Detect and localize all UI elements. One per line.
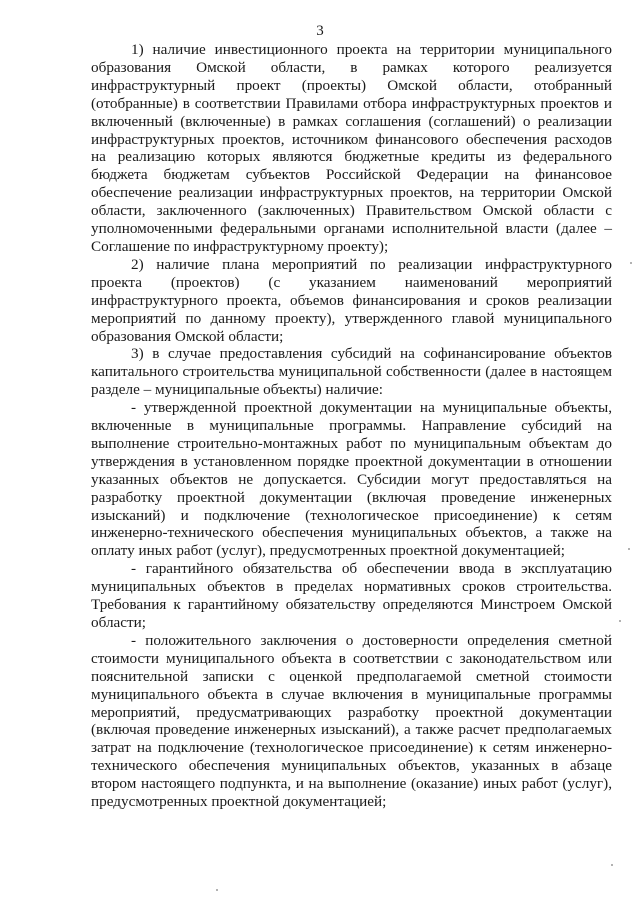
- paragraph-guarantee-obligation: - гарантийного обязательства об обеспечении ввода в эксплуатацию муниципальных объектов в пределах нормативных сроков строительства. Требования к гарантийному обязательству определяются Минстроем Омской области;: [91, 560, 612, 631]
- page-number: 3: [316, 23, 324, 39]
- scan-speck: [630, 262, 632, 264]
- paragraph-design-documentation: - утвержденной проектной документации на муниципальные объекты, включенные в муниципальные программы. Направление субсидий на выполнение строительно-монтажных работ по муниципальным объектам до утверждения в установленном порядке проектной документации в отношении указанных объектов не допускается. Субсидии могут предоставляться на разработку проектной документации (включая проведение инженерных изысканий) и подключение (технологическое присоединение) к сетям инженерно-технического обеспечения муниципальных объектов, а также на оплату иных работ (услуг), предусмотренных проектной документацией;: [91, 399, 612, 560]
- paragraph-item-1: 1) наличие инвестиционного проекта на территории муниципального образования Омской области, в рамках которого реализуется инфраструктурный проект (проекты) Омской области, отобранный (отобранные) в соответствии Правилами отбора инфраструктурных проектов и включенный (включенные) в рамках соглашения (соглашений) о реализации инфраструктурных проектов, источником финансового обеспечения расходов на реализацию которых являются бюджетные кредиты из федерального бюджета бюджетам субъектов Российской Федерации на финансовое обеспечение реализации инфраструктурных проектов, на территории Омской области, заключенного (заключенных) Правительством Омской области с уполномоченными федеральными органами исполнительной власти (далее – Соглашение по инфраструктурному проекту);: [91, 41, 612, 255]
- paragraph-item-3: 3) в случае предоставления субсидий на софинансирование объектов капитального строительства муниципальной собственности (далее в настоящем разделе – муниципальные объекты) наличие:: [91, 345, 612, 399]
- scan-speck: [216, 889, 218, 891]
- scan-speck: [611, 864, 613, 866]
- document-body: [91, 41, 612, 811]
- paragraph-positive-conclusion: - положительного заключения о достоверности определения сметной стоимости муниципального объекта в соответствии с законодательством или пояснительной записки с оценкой предполагаемой сметной стоимости муниципального объекта в случае включения в муниципальные программы мероприятий, предусматривающих разработку проектной документации (включая проведение инженерных изысканий), а также расчет предполагаемых затрат на подключение (технологическое присоединение) к сетям инженерно-технического обеспечения муниципальных объектов, указанных в абзаце втором настоящего подпункта, и на выполнение (оказание) иных работ (услуг), предусмотренных проектной документацией;: [91, 631, 612, 811]
- paragraph-item-2: 2) наличие плана мероприятий по реализации инфраструктурного проекта (проектов) (с указанием наименований мероприятий инфраструктурного проекта, объемов финансирования и сроков реализации мероприятий по данному проекту), утвержденного главой муниципального образования Омской области;: [91, 255, 612, 345]
- scan-speck: [619, 620, 621, 622]
- scan-speck: [628, 548, 630, 550]
